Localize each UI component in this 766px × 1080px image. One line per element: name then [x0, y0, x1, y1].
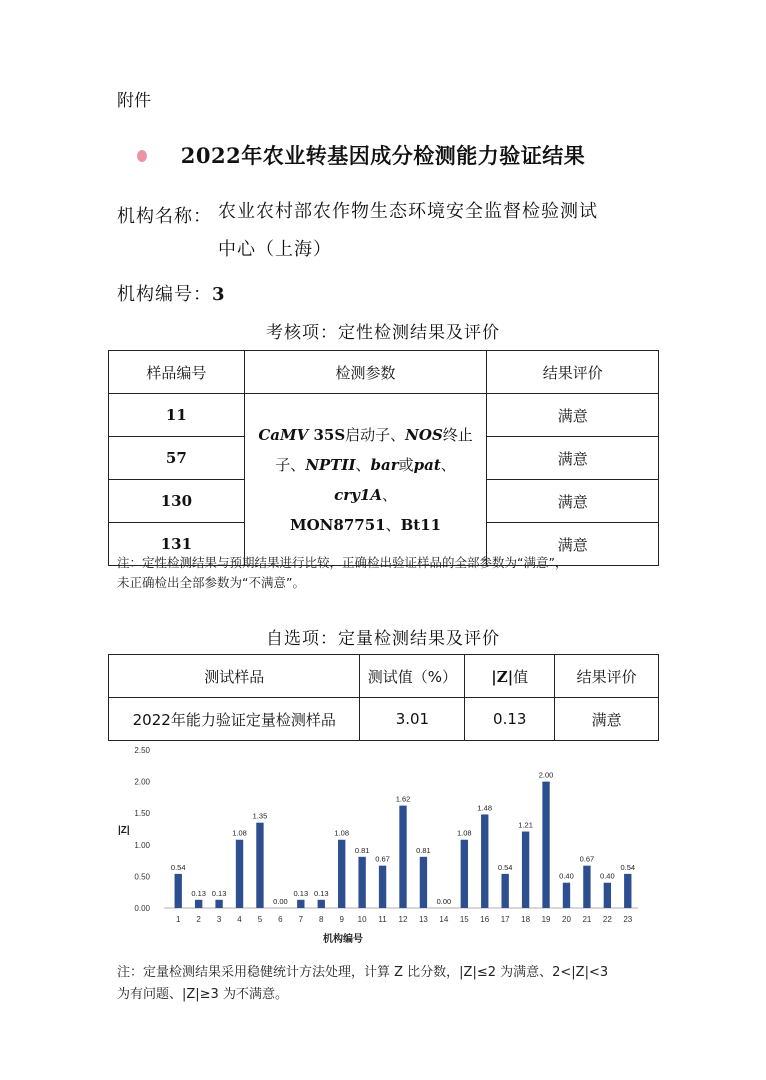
- table-row: [109, 394, 659, 437]
- x-tick-label: 15: [459, 915, 469, 924]
- org-name-label: 机构名称：: [117, 206, 212, 227]
- bar: [318, 900, 325, 908]
- x-tick-label: 8: [319, 915, 324, 924]
- bar: [501, 874, 508, 908]
- org-code-label: 机构编号：: [117, 284, 212, 305]
- data-label: 0.67: [579, 854, 595, 864]
- y-tick-label: 2.00: [134, 777, 150, 787]
- header-evaluation: 结果评价: [487, 351, 659, 394]
- param-terminator-cont: 子、: [275, 455, 306, 474]
- bar: [338, 840, 345, 908]
- x-tick-label: 13: [418, 915, 428, 924]
- y-tick-label: 1.00: [134, 840, 150, 850]
- data-label: 1.08: [456, 828, 472, 838]
- x-tick-label: 10: [357, 915, 367, 924]
- data-label: 1.48: [477, 803, 493, 813]
- header-evaluation: 结果评价: [555, 655, 659, 698]
- param-promoter: 启动子、: [345, 425, 406, 444]
- header-z-symbol: |Z|: [491, 667, 514, 686]
- bar: [542, 782, 549, 908]
- x-tick-label: 6: [278, 915, 283, 924]
- x-tick-label: 4: [237, 915, 242, 924]
- table-row: [109, 698, 659, 741]
- param-or: 或: [398, 455, 414, 474]
- sample-id: 131: [109, 523, 245, 566]
- y-tick-label: 2.50: [134, 746, 150, 755]
- z-value: 0.13: [465, 698, 555, 741]
- org-name: [218, 193, 648, 269]
- x-axis-label: 机构编号: [323, 934, 363, 945]
- evaluation-result: 满意: [487, 394, 659, 437]
- quantitative-table: [108, 654, 659, 741]
- param-sep: 、: [440, 455, 456, 474]
- bar: [195, 900, 202, 908]
- bar: [297, 900, 304, 908]
- x-tick-label: 12: [398, 915, 408, 924]
- param-bar: bar: [370, 455, 399, 474]
- x-tick-label: 19: [541, 915, 551, 924]
- data-label: 0.54: [497, 862, 513, 872]
- data-label: 0.00: [436, 897, 452, 906]
- header-z-value: [465, 655, 555, 698]
- z-score-bar-chart: [110, 740, 650, 950]
- x-tick-label: 2: [196, 915, 201, 924]
- bar: [256, 823, 263, 908]
- data-label: 1.35: [252, 811, 268, 821]
- bar: [563, 883, 570, 908]
- quantitative-note-line1: 注：定量检测结果采用稳健统计方法处理，计算 Z 比分数，|Z|≤2 为满意、2<|Z|<3: [117, 965, 609, 980]
- param-sep: 、: [381, 485, 397, 504]
- header-test-value: 测试值（%）: [360, 655, 465, 698]
- bar: [358, 857, 365, 908]
- data-label: 0.54: [620, 862, 636, 872]
- data-label: 1.62: [395, 794, 411, 804]
- data-label: 0.00: [273, 897, 288, 906]
- x-tick-label: 20: [562, 915, 571, 924]
- data-label: 0.81: [416, 845, 431, 855]
- test-value: 3.01: [360, 698, 465, 741]
- x-tick-label: 21: [582, 915, 592, 924]
- bar: [399, 806, 406, 908]
- org-code-value: 3: [212, 284, 226, 305]
- y-tick-label: 1.50: [134, 809, 150, 819]
- param-cry1a: cry1A: [334, 485, 382, 504]
- org-name-line1: 农业农村部农作物生态环境安全监督检验测试: [218, 201, 598, 222]
- x-tick-label: 5: [257, 915, 263, 924]
- data-label: 0.13: [191, 888, 206, 898]
- evaluation-result: 满意: [555, 698, 659, 741]
- qualitative-table: [108, 350, 659, 566]
- data-label: 0.13: [313, 888, 329, 898]
- x-tick-label: 23: [623, 915, 633, 924]
- x-tick-label: 18: [521, 915, 531, 924]
- bar: [522, 832, 529, 908]
- param-nptii: NPTII: [305, 455, 356, 474]
- param-sep: 、: [355, 455, 371, 474]
- data-label: 0.81: [354, 845, 370, 855]
- param-nos: NOS: [405, 425, 443, 444]
- quantitative-note-line2: 为有问题、|Z|≥3 为不满意。: [117, 987, 288, 1002]
- quantitative-header-row: [109, 655, 659, 698]
- bar: [175, 874, 182, 908]
- data-label: 0.67: [375, 854, 390, 864]
- param-bt11: Bt11: [400, 515, 442, 534]
- sample-id: 130: [109, 480, 245, 523]
- bar: [583, 866, 590, 908]
- x-tick-label: 16: [480, 915, 490, 924]
- header-z-suffix: 值: [513, 667, 529, 686]
- param-terminator: 终止: [442, 425, 473, 444]
- qualitative-note-line1: 注：定性检测结果与预期结果进行比较，正确检出验证样品的全部参数为“满意”，: [117, 555, 568, 570]
- x-tick-label: 17: [500, 915, 510, 924]
- attachment-label: 附件: [117, 91, 151, 111]
- x-tick-label: 11: [378, 915, 387, 924]
- evaluation-result: 满意: [487, 523, 659, 566]
- y-axis-label: |Z|: [118, 825, 130, 836]
- param-mon87751: MON87751: [290, 515, 386, 534]
- x-tick-label: 3: [216, 915, 222, 924]
- qualitative-header-row: [109, 351, 659, 394]
- bar: [379, 866, 386, 908]
- data-label: 0.40: [559, 871, 574, 881]
- test-sample-name: 2022年能力验证定量检测样品: [109, 698, 360, 741]
- data-label: 1.08: [232, 828, 247, 838]
- header-sample-id: 样品编号: [109, 351, 245, 394]
- quantitative-section-title: 自选项：定量检测结果及评价: [266, 629, 500, 649]
- qualitative-note: [117, 553, 677, 593]
- detection-params: [244, 394, 487, 566]
- x-tick-label: 7: [298, 915, 304, 924]
- x-tick-label: 22: [602, 915, 612, 924]
- param-35s: 35S: [308, 425, 346, 444]
- bar: [624, 874, 631, 908]
- sample-id: 11: [109, 394, 245, 437]
- x-tick-label: 9: [339, 915, 344, 924]
- bar: [215, 900, 222, 908]
- param-sep: 、: [385, 515, 401, 534]
- y-tick-label: 0.50: [134, 872, 150, 882]
- qualitative-note-line2: 未正确检出全部参数为“不满意”。: [117, 575, 305, 590]
- header-params: 检测参数: [244, 351, 487, 394]
- data-label: 2.00: [538, 770, 554, 780]
- data-label: 0.54: [170, 862, 186, 872]
- bar: [236, 840, 243, 908]
- evaluation-result: 满意: [487, 437, 659, 480]
- quantitative-note: [117, 962, 677, 1006]
- param-camv: CaMV: [258, 425, 309, 444]
- bar: [420, 857, 427, 908]
- param-pat: pat: [413, 455, 441, 474]
- y-tick-label: 0.00: [134, 904, 150, 913]
- org-code: [117, 280, 226, 306]
- document-title: 2022年农业转基因成分检测能力验证结果: [180, 143, 586, 168]
- header-test-sample: 测试样品: [109, 655, 360, 698]
- org-name-line2: 中心（上海）: [218, 239, 332, 260]
- x-tick-label: 1: [175, 915, 181, 924]
- bar: [461, 840, 468, 908]
- data-label: 1.21: [518, 820, 533, 830]
- x-tick-label: 14: [439, 915, 449, 924]
- evaluation-result: 满意: [487, 480, 659, 523]
- data-label: 1.08: [334, 828, 350, 838]
- data-label: 0.13: [211, 888, 227, 898]
- data-label: 0.40: [600, 871, 615, 881]
- bar: [604, 883, 611, 908]
- data-label: 0.13: [293, 888, 309, 898]
- bar: [481, 814, 488, 908]
- qualitative-section-title: 考核项：定性检测结果及评价: [266, 323, 500, 343]
- sample-id: 57: [109, 437, 245, 480]
